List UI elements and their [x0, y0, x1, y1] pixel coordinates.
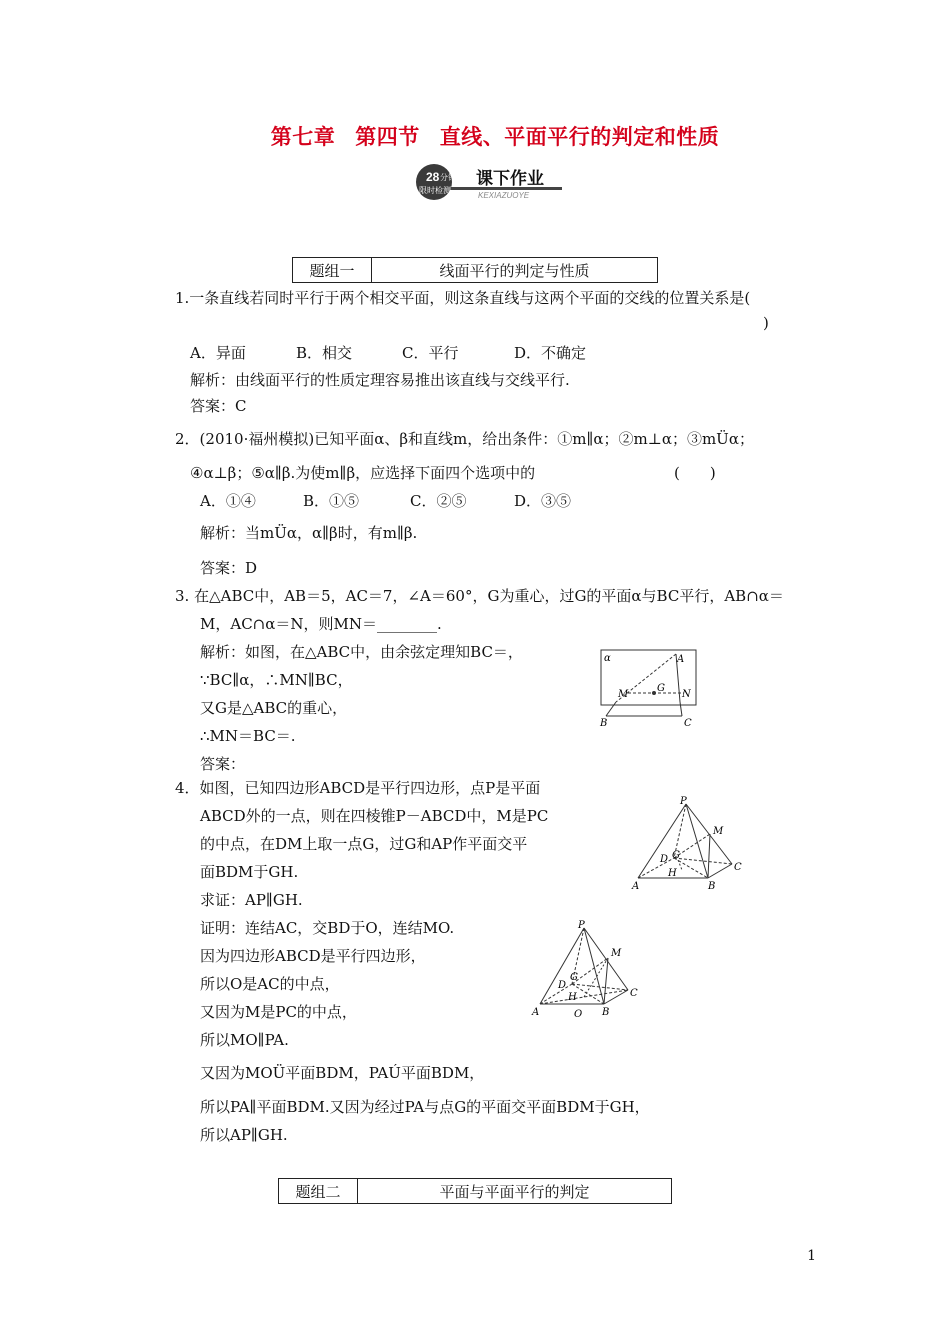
q1-option-d: D．不确定: [514, 344, 587, 362]
q3-line1: 3. 在△ABC中，AB＝5，AC＝7，∠A＝60°，G为重心，过G的平面α与BC平行，AB∩α＝: [175, 587, 784, 605]
q2-analysis: 解析：当mÜα，α∥β时，有m∥β.: [200, 524, 418, 542]
q1-option-c: C．平行: [402, 344, 459, 362]
page-title: [0, 121, 950, 151]
q4-stem-5: 求证：AP∥GH.: [200, 891, 303, 909]
figure-label: A: [632, 881, 640, 892]
figure-label: B: [708, 881, 716, 892]
q3-line2: M，AC∩α＝N，则MN＝________.: [200, 615, 442, 633]
group2-header: [278, 1178, 672, 1204]
q4-proof-8: 所以AP∥GH.: [200, 1126, 288, 1144]
q4-stem-1: 4．如图，已知四边形ABCD是平行四边形，点P是平面: [175, 779, 541, 797]
homework-badge: [414, 160, 564, 200]
q1-option-b: B．相交: [296, 344, 353, 362]
q3-figure: [598, 646, 702, 730]
q1-answer: 答案：C: [190, 397, 247, 415]
badge-sub: 限时检测: [419, 186, 451, 195]
q4-proof-3: 所以O是AC的中点，: [200, 975, 340, 993]
q4-proof-7: 所以PA∥平面BDM.又因为经过PA与点G的平面交平面BDM于GH，: [200, 1098, 650, 1116]
q4-proof-1: 证明：连结AC，交BD于O，连结MO.: [200, 919, 455, 937]
figure-label: P: [578, 920, 585, 931]
figure-label: D: [660, 854, 669, 865]
figure-label: H: [668, 868, 677, 879]
figure-label: G: [570, 972, 578, 983]
page-number: 1: [807, 1248, 816, 1264]
q1-stem: 1.一条直线若同时平行于两个相交平面，则这条直线与这两个平面的交线的位置关系是(: [175, 289, 751, 307]
figure-label: C: [734, 862, 742, 873]
figure-label: M: [618, 689, 629, 700]
figure-label: M: [611, 948, 622, 959]
q4-proof-5: 所以MO∥PA.: [200, 1031, 289, 1049]
group1-header: [292, 257, 658, 283]
title-section: 第四节: [355, 125, 420, 149]
q1-option-a: A．异面: [190, 344, 246, 362]
figure-label: O: [574, 1009, 583, 1018]
figure-label: G: [657, 683, 665, 694]
q4-proof-6: 又因为MOÜ平面BDM，PAÚ平面BDM，: [200, 1064, 485, 1082]
q2-option-a: A．①④: [200, 492, 256, 510]
q2-option-d: D．③⑤: [514, 492, 572, 510]
figure-label: G: [672, 850, 680, 861]
q4-stem-4: 面BDM于GH.: [200, 863, 299, 881]
q3-answer: 答案：: [200, 755, 246, 773]
q4-figure-2: [530, 918, 646, 1018]
group2-name: 题组二: [279, 1179, 358, 1204]
group2-topic: 平面与平面平行的判定: [358, 1179, 672, 1204]
q3-sol-4: ∴MN＝BC＝.: [200, 727, 296, 745]
group1-topic: 线面平行的判定与性质: [372, 258, 658, 283]
q2-answer: 答案：D: [200, 559, 258, 577]
badge-pinyin: KEXIAZUOYE: [478, 191, 530, 200]
figure-label: N: [682, 689, 691, 700]
figure-label: A: [532, 1007, 540, 1018]
figure-label: H: [568, 992, 577, 1003]
q2-line2: ④α⊥β；⑤α∥β.为使m∥β，应选择下面四个选项中的: [190, 464, 536, 482]
q4-stem-3: 的中点，在DM上取一点G，过G和AP作平面交平: [200, 835, 528, 853]
q3-sol-3: 又G是△ABC的重心，: [200, 699, 348, 717]
q4-proof-2: 因为四边形ABCD是平行四边形，: [200, 947, 426, 965]
figure-label: C: [684, 718, 692, 729]
badge-unit: 分钟: [440, 173, 456, 182]
q4-stem-2: ABCD外的一点，则在四棱锥P－ABCD中，M是PC: [200, 807, 549, 825]
title-chapter: 第七章: [270, 125, 336, 149]
badge-minutes: 28: [426, 170, 440, 184]
badge-graphic: [414, 160, 564, 200]
q2-line1: 2．(2010·福州模拟)已知平面α、β和直线m，给出条件：①m∥α；②m⊥α；③mÜα；: [175, 430, 754, 448]
figure-label: C: [630, 988, 638, 999]
q3-sol-2: ∵BC∥α，∴MN∥BC，: [200, 671, 353, 689]
q2-paren: ( ): [674, 464, 716, 482]
q4-proof-4: 又因为M是PC的中点，: [200, 1003, 357, 1021]
q1-analysis: 解析：由线面平行的性质定理容易推出该直线与交线平行.: [190, 371, 570, 389]
title-topic: 直线、平面平行的判定和性质: [439, 125, 720, 149]
figure-label: B: [602, 1007, 610, 1018]
figure-label: P: [680, 796, 687, 807]
q2-option-c: C．②⑤: [410, 492, 467, 510]
badge-label: 课下作业: [476, 169, 544, 189]
figure-label: M: [713, 826, 724, 837]
group1-name: 题组一: [293, 258, 372, 283]
q4-figure-1: [628, 794, 746, 896]
q3-sol-1: 解析：如图，在△ABC中，由余弦定理知BC＝，: [200, 643, 523, 661]
figure-label: D: [558, 980, 567, 991]
q1-paren-close: ): [763, 314, 769, 332]
figure-label: B: [600, 718, 608, 729]
q2-option-b: B．①⑤: [303, 492, 360, 510]
figure-label: α: [604, 653, 611, 664]
figure-label: A: [677, 654, 685, 665]
